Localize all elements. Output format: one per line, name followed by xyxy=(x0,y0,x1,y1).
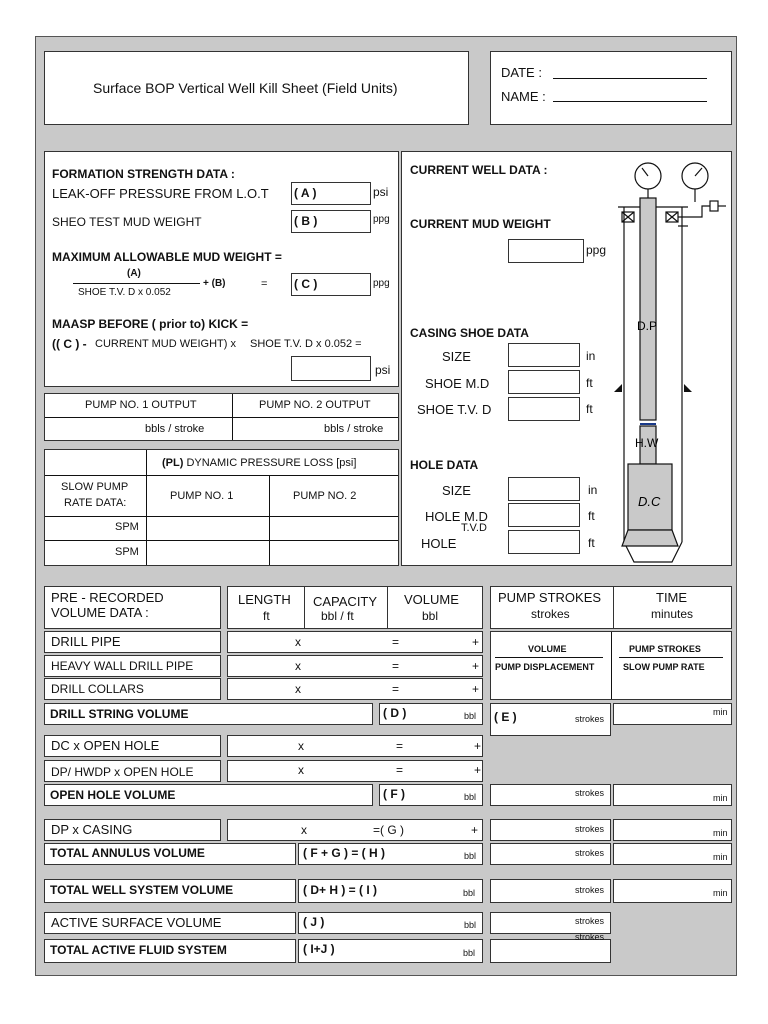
length-label: LENGTH xyxy=(238,592,291,607)
plus-sign: + xyxy=(471,823,479,837)
divider xyxy=(611,632,612,699)
ppg-unit-3: ppg xyxy=(586,243,607,257)
dp-oh-label-cell xyxy=(44,760,221,782)
total-active-label: TOTAL ACTIVE FLUID SYSTEM xyxy=(50,943,227,957)
ft-unit-2: ft xyxy=(586,402,593,416)
dc-oh-calc[interactable] xyxy=(227,735,483,757)
lot-label: LEAK-OFF PRESSURE FROM L.O.T xyxy=(52,186,269,201)
hw-label: H.W xyxy=(635,436,659,450)
ppg-unit-2: ppg xyxy=(373,278,390,289)
maasp-formula-3: SHOE T.V. D x 0.052 = xyxy=(250,338,362,350)
slow-pump-label-1: SLOW PUMP xyxy=(61,481,129,493)
hole-md-input[interactable] xyxy=(508,503,580,527)
total-annulus-label: TOTAL ANNULUS VOLUME xyxy=(50,846,205,860)
pre-recorded-header xyxy=(44,586,221,629)
d-tag: ( D ) xyxy=(383,706,407,720)
strokes-unit: strokes xyxy=(531,607,570,621)
volume-label: VOLUME xyxy=(404,592,459,607)
eq-sign: = xyxy=(392,659,400,673)
g-time[interactable] xyxy=(613,819,732,841)
open-hole-volume-label: OPEN HOLE VOLUME xyxy=(50,788,176,802)
strokes-unit: strokes xyxy=(575,916,605,926)
frac-volume: VOLUME xyxy=(528,644,567,654)
x-sign: x xyxy=(298,739,304,753)
f-value[interactable] xyxy=(379,784,483,806)
in-unit: in xyxy=(586,349,596,363)
mud-weight-label: CURRENT MUD WEIGHT xyxy=(410,217,551,231)
pre-recorded-2: VOLUME DATA : xyxy=(51,605,149,620)
ij-value[interactable] xyxy=(298,939,483,963)
e-value[interactable] xyxy=(490,703,611,736)
shoe-mud-label: SHEO TEST MUD WEIGHT xyxy=(52,215,202,229)
maasp-formula-1: (( C ) - xyxy=(52,337,87,351)
pump-output-box xyxy=(44,393,399,441)
g-strokes[interactable] xyxy=(490,819,611,841)
casing-size-input[interactable] xyxy=(508,343,580,367)
pump-no-2: PUMP NO. 2 xyxy=(293,490,357,502)
strokes-unit: strokes xyxy=(575,714,605,724)
name-label: NAME : xyxy=(501,89,546,104)
pump2-output-label: PUMP NO. 2 OUTPUT xyxy=(259,399,371,411)
min-unit: min xyxy=(713,793,728,803)
j-tag: ( J ) xyxy=(303,915,325,929)
min-unit: min xyxy=(713,852,728,862)
date-field[interactable] xyxy=(553,78,707,79)
x-sign: x xyxy=(295,659,301,673)
pump-strokes-label: PUMP STROKES xyxy=(498,590,602,605)
mamw-input[interactable] xyxy=(291,273,371,296)
divider xyxy=(45,540,398,541)
h-value[interactable] xyxy=(298,843,483,865)
fgh-tag: ( F + G ) = ( H ) xyxy=(303,846,386,860)
spm-2: SPM xyxy=(115,546,139,558)
ft-unit-3: ft xyxy=(588,509,595,523)
capacity-header xyxy=(304,586,388,629)
plus-sign: + xyxy=(472,635,480,649)
plus-b: + (B) xyxy=(203,278,226,289)
shoe-md-label: SHOE M.D xyxy=(425,376,490,391)
volume-header xyxy=(387,586,483,629)
minutes-unit: minutes xyxy=(651,607,694,621)
time-header xyxy=(613,586,732,629)
f-tag: ( F ) xyxy=(383,787,405,801)
min-unit: min xyxy=(713,707,728,717)
f-strokes[interactable] xyxy=(490,784,611,806)
tvd-label: T.V.D xyxy=(461,522,487,534)
ft-unit-1: ft xyxy=(586,376,593,390)
x-sign: x xyxy=(301,823,307,837)
formula-box xyxy=(490,631,732,700)
divider xyxy=(269,475,270,565)
total-well-label: TOTAL WELL SYSTEM VOLUME xyxy=(50,883,234,897)
dc-oh-label: DC x OPEN HOLE xyxy=(51,738,160,753)
date-label: DATE : xyxy=(501,65,542,80)
shoe-tvd-label: SHOE T.V. D xyxy=(417,402,492,417)
capacity-unit: bbl / ft xyxy=(321,609,354,623)
title-box xyxy=(44,51,469,125)
strokes-unit: strokes xyxy=(575,885,605,895)
drill-string-volume-label: DRILL STRING VOLUME xyxy=(50,707,189,721)
total-active-label-cell xyxy=(44,939,296,963)
frac-slow-rate: SLOW PUMP RATE xyxy=(623,662,705,672)
i-value[interactable] xyxy=(298,879,483,903)
pump-strokes-header xyxy=(490,586,614,629)
volume-unit: bbl xyxy=(422,609,439,623)
frac-bar xyxy=(73,283,200,284)
eq-sign: = xyxy=(396,739,404,753)
bbl-unit: bbl xyxy=(464,711,477,721)
c-tag: ( C ) xyxy=(294,277,318,291)
bbls-stroke-1: bbls / stroke xyxy=(145,423,205,435)
ij-strokes[interactable] xyxy=(490,932,611,963)
shoe-mud-input[interactable] xyxy=(291,210,371,233)
casing-size-label: SIZE xyxy=(442,349,471,364)
formation-strength-box xyxy=(44,151,399,387)
divider xyxy=(495,657,603,658)
well-diagram xyxy=(602,152,732,565)
sheet-title: Surface BOP Vertical Well Kill Sheet (Field Units) xyxy=(93,80,398,96)
x-sign: x xyxy=(295,635,301,649)
divider xyxy=(45,516,398,517)
plus-sign: + xyxy=(472,682,480,696)
maasp-formula-2: CURRENT MUD WEIGHT) x xyxy=(95,338,236,350)
strokes-unit: strokes xyxy=(575,788,605,798)
j-value[interactable] xyxy=(298,912,483,934)
plus-sign: + xyxy=(472,659,480,673)
length-header xyxy=(227,586,305,629)
current-well-box xyxy=(401,151,732,566)
strokes-unit: strokes xyxy=(575,848,605,858)
drill-pipe-calc[interactable] xyxy=(227,631,483,653)
strokes-unit: strokes xyxy=(575,824,605,834)
psi-unit: psi xyxy=(373,185,389,199)
pl-label: (PL) DYNAMIC PRESSURE LOSS [psi] xyxy=(162,457,357,469)
dp-label: D.P xyxy=(637,319,658,333)
b-tag: ( B ) xyxy=(294,214,318,228)
drill-collars-label-cell xyxy=(44,678,221,700)
active-surface-label-cell xyxy=(44,912,296,934)
date-name-box xyxy=(490,51,732,125)
divider xyxy=(45,475,398,476)
frac-num: (A) xyxy=(127,268,141,279)
lot-input[interactable] xyxy=(291,182,371,205)
hole-label: HOLE xyxy=(421,536,457,551)
drill-pipe-label: DRILL PIPE xyxy=(51,634,121,649)
hole-heading: HOLE DATA xyxy=(410,458,479,472)
dc-oh-label-cell xyxy=(44,735,221,757)
length-unit: ft xyxy=(263,609,270,623)
drill-collars-calc[interactable] xyxy=(227,678,483,700)
frac-pump-disp: PUMP DISPLACEMENT xyxy=(495,662,595,672)
pump1-output-label: PUMP NO. 1 OUTPUT xyxy=(85,399,197,411)
eq-sign: = xyxy=(392,635,400,649)
eq-sign: = xyxy=(396,763,404,777)
mamw-label: MAXIMUM ALLOWABLE MUD WEIGHT = xyxy=(52,250,282,264)
mud-weight-input[interactable] xyxy=(508,239,584,263)
dp-oh-calc[interactable] xyxy=(227,760,483,782)
ppg-unit: ppg xyxy=(373,214,390,225)
plus-sign: + xyxy=(474,763,482,777)
i-strokes[interactable] xyxy=(490,879,611,903)
maasp-input[interactable] xyxy=(291,356,371,381)
name-field[interactable] xyxy=(553,101,707,102)
h-strokes[interactable] xyxy=(490,843,611,865)
formation-heading: FORMATION STRENGTH DATA : xyxy=(52,167,235,181)
time-label: TIME xyxy=(656,590,688,605)
psi-unit-2: psi xyxy=(375,363,391,377)
ij-tag: ( I+J ) xyxy=(303,942,335,956)
frac-pump-strokes: PUMP STROKES xyxy=(629,644,701,654)
divider xyxy=(619,657,723,658)
bbl-unit: bbl xyxy=(464,792,477,802)
dp-oh-label: DP/ HWDP x OPEN HOLE xyxy=(51,765,194,779)
total-well-label-cell xyxy=(44,879,296,903)
e-tag: ( E ) xyxy=(494,710,517,724)
bbls-stroke-2: bbls / stroke xyxy=(324,423,384,435)
bbl-unit: bbl xyxy=(463,888,476,898)
slow-pump-label-2: RATE DATA: xyxy=(64,497,127,509)
divider xyxy=(146,450,147,565)
min-unit: min xyxy=(713,888,728,898)
plus-sign: + xyxy=(474,739,482,753)
shoe-md-input[interactable] xyxy=(508,370,580,394)
hole-tvd-input[interactable] xyxy=(508,530,580,554)
total-annulus-label-cell xyxy=(44,843,296,865)
frac-den: SHOE T.V. D x 0.052 xyxy=(78,287,171,298)
equals-sign: = xyxy=(261,278,268,290)
h-time[interactable] xyxy=(613,843,732,865)
shoe-tvd-input[interactable] xyxy=(508,397,580,421)
ft-unit-4: ft xyxy=(588,536,595,550)
dp-casing-label-cell xyxy=(44,819,221,841)
strokes-unit: strokes xyxy=(575,932,605,942)
f-time[interactable] xyxy=(613,784,732,806)
i-time[interactable] xyxy=(613,879,732,903)
pre-recorded-1: PRE - RECORDED xyxy=(51,590,164,605)
active-surface-label: ACTIVE SURFACE VOLUME xyxy=(51,915,222,930)
a-tag: ( A ) xyxy=(294,186,317,200)
drill-string-volume-label-cell xyxy=(44,703,373,725)
hwdp-calc[interactable] xyxy=(227,655,483,677)
bbl-unit: bbl xyxy=(464,920,477,930)
open-hole-volume-label-cell xyxy=(44,784,373,806)
e-time[interactable] xyxy=(613,703,732,725)
divider xyxy=(45,417,398,418)
dp-casing-label: DP x CASING xyxy=(51,822,133,837)
pump-no-1: PUMP NO. 1 xyxy=(170,490,234,502)
dp-casing-calc[interactable] xyxy=(227,819,483,841)
g-tag: =( G ) xyxy=(373,823,405,837)
in-unit-2: in xyxy=(588,483,598,497)
drill-pipe-label-cell xyxy=(44,631,221,653)
hole-size-input[interactable] xyxy=(508,477,580,501)
spm-1: SPM xyxy=(115,521,139,533)
x-sign: x xyxy=(295,682,301,696)
hwdp-label-cell xyxy=(44,655,221,677)
capacity-label: CAPACITY xyxy=(313,594,378,609)
x-sign: x xyxy=(298,763,304,777)
dhi-tag: ( D+ H ) = ( I ) xyxy=(303,883,378,897)
slow-pump-box xyxy=(44,449,399,566)
current-well-heading: CURRENT WELL DATA : xyxy=(410,163,548,177)
hole-size-label: SIZE xyxy=(442,483,471,498)
hole-md-label: HOLE M.D xyxy=(425,509,488,524)
dc-label: D.C xyxy=(638,494,661,509)
eq-sign: = xyxy=(392,682,400,696)
j-strokes[interactable] xyxy=(490,912,611,934)
bbl-unit: bbl xyxy=(464,851,477,861)
drill-collars-label: DRILL COLLARS xyxy=(51,682,144,696)
bbl-unit: bbl xyxy=(463,948,476,958)
casing-heading: CASING SHOE DATA xyxy=(410,326,529,340)
d-value[interactable] xyxy=(379,703,483,725)
hwdp-label: HEAVY WALL DRILL PIPE xyxy=(51,659,194,673)
maasp-label: MAASP BEFORE ( prior to) KICK = xyxy=(52,317,249,331)
min-unit: min xyxy=(713,828,728,838)
